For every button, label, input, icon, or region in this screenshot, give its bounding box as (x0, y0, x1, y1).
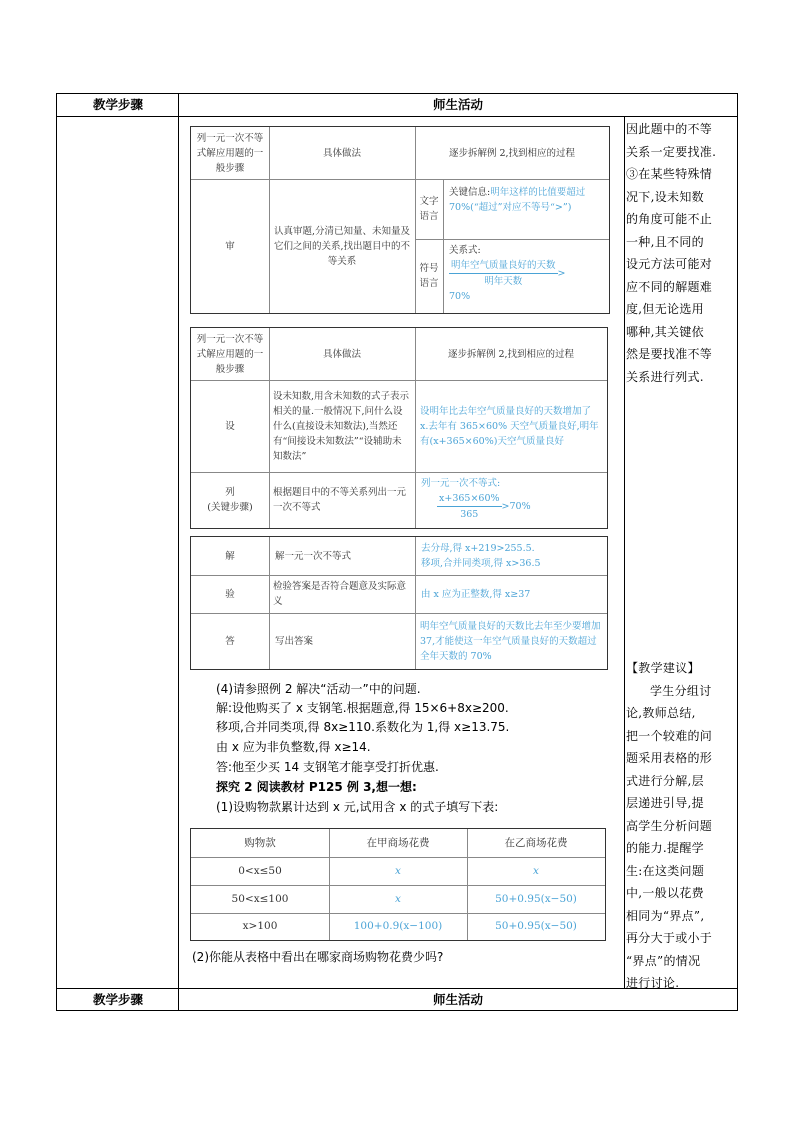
t1-text-language: 文字语言 (419, 196, 439, 222)
price-r3-c3: 50+0.95(x−50) (495, 920, 577, 932)
side-note-1-line: 因此题中的不等 (626, 122, 713, 136)
body-line-3: 移项,合并同类项,得 8x≥110.系数化为 1,得 x≥13.75. (216, 720, 510, 734)
t3-process-check: 由 x 应为正整数,得 x≥37 (421, 588, 531, 600)
price-head-a: 在甲商场花费 (366, 836, 430, 849)
side-note-2-line: 学生分组讨 (650, 683, 712, 698)
side-note-2-line: 进行讨论. (626, 976, 680, 990)
step-table-review (190, 126, 610, 314)
price-r1-c2: x (395, 864, 401, 877)
side-note-1-line: 关系一定要找准. (626, 144, 717, 159)
side-note-2-line: 式进行分解,层 (626, 773, 704, 788)
t2-head-method: 具体做法 (322, 348, 361, 360)
side-note-2-line: 层递进引导,提 (626, 796, 704, 810)
step-table-solve (190, 536, 608, 670)
side-note-1 (626, 118, 738, 388)
t3-step-solve: 解 (225, 550, 235, 562)
side-note-1-line: 况下,设未知数 (626, 189, 704, 204)
t1-relation-label: 关系式: (449, 245, 481, 256)
question-2: (2)你能从表格中看出在哪家商场购物花费少吗? (192, 950, 444, 964)
side-note-2-line: 高学生分析问题 (626, 818, 713, 833)
t3-step-check: 验 (225, 588, 235, 600)
step-table-set-list (190, 327, 608, 529)
side-note-2-line: 题采用表格的形 (626, 751, 713, 765)
price-r3-c1: x>100 (242, 920, 278, 932)
header-step: 教学步骤 (92, 97, 143, 112)
side-note-2-line: 生:在这类问题 (626, 863, 705, 878)
note-divider (624, 117, 625, 988)
price-r2-c1: 50<x≤100 (231, 892, 289, 905)
t1-head-process: 逐步拆解例 2,找到相应的过程 (448, 147, 576, 159)
side-note-1-line: 应不同的解题难 (626, 279, 713, 294)
t2-process-list: 列一元一次不等式: $\frac{x+365\times 60\%}{365}$ >70% (421, 478, 531, 520)
t3-step-answer: 答 (225, 635, 235, 647)
body-line-2: 解:设他购买了 x 支钢笔.根据题意,得 15×6+8x≥200. (216, 701, 509, 715)
side-note-2 (626, 657, 738, 995)
t3-process-solve: 去分母,得 x+219>255.5. 移项,合并同类项,得 x>36.5 (421, 543, 541, 569)
t1-key-info-value: 明年这样的比值要超过 70%(“超过”对应不等号“>”) (449, 187, 586, 213)
side-note-1-line: 一种,且不同的 (626, 234, 704, 249)
side-note-2-line: 中,一般以花费 (626, 886, 704, 900)
t2-method-set: 设未知数,用含未知数的式子表示相关的量.一般情况下,问什么设什么(直接设未知数法),当然还有“间接设未知数法”“设辅助未知数法” (273, 390, 410, 462)
column-divider (178, 94, 179, 1011)
side-note-1-line: 的角度可能不止 (626, 212, 713, 226)
t1-step: 审 (225, 240, 235, 252)
t2-fraction: $\frac{x+365\times 60\%}{365}$ (439, 493, 500, 520)
teaching-advice-title: 【教学建议】 (626, 661, 700, 675)
t3-method-check: 检验答案是否符合题意及实际意义 (273, 581, 407, 607)
price-r1-c3: x (533, 864, 539, 877)
side-note-1-line: 设元方法可能对 (626, 257, 713, 271)
t2-head-process: 逐步拆解例 2,找到相应的过程 (447, 348, 575, 360)
footer-step: 教学步骤 (92, 992, 143, 1007)
body-line-4: 由 x 应为非负整数,得 x≥14. (216, 740, 371, 754)
header-row (57, 94, 737, 117)
price-head-amount: 购物款 (244, 836, 276, 849)
t1-method: 认真审题,分清已知量、未知量及它们之间的关系,找出题目中的不等关系 (273, 225, 411, 267)
explore-heading: 探究 2 阅读教材 P125 例 3,想一想: (216, 780, 417, 794)
side-note-2-line: 再分大于或小于 (626, 931, 713, 945)
price-r2-c2: x (395, 892, 401, 905)
body-line-1: (4)请参照例 2 解决“活动一”中的问题. (216, 682, 421, 696)
side-note-2-line: 论,教师总结, (626, 706, 696, 720)
side-note-2-line: 相同为“界点”, (626, 908, 705, 923)
t1-fraction: $\frac{\text{明年空气质量良好的天数}}{\text{明年天数}}$ (451, 260, 556, 287)
t1-head-step: 列一元一次不等式解应用题的一般步骤 (196, 132, 264, 174)
side-note-2-line: 的能力.提醒学 (626, 841, 704, 855)
t2-process-set: 设明年比去年空气质量良好的天数增加了 x.去年有 365×60% 天空气质量良好,明年有(x+365×60%)天空气质量良好 (420, 405, 599, 447)
side-note-1-line: 度,但无论选用 (626, 302, 704, 316)
t2-method-list: 根据题目中的不等关系列出一元一次不等式 (273, 487, 407, 513)
price-head-b: 在乙商场花费 (504, 836, 568, 849)
body-line-7: (1)设购物款累计达到 x 元,试用含 x 的式子填写下表: (216, 800, 499, 814)
t2-step-set: 设 (225, 420, 235, 432)
price-r1-c1: 0<x≤50 (238, 864, 282, 877)
t3-process-answer: 明年空气质量良好的天数比去年至少要增加 37,才能使这一年空气质量良好的天数超过全年天数的 70% (420, 620, 601, 662)
side-note-1-line: ③在某些特殊情 (626, 167, 713, 181)
t1-relation-value: 70% (449, 291, 471, 302)
side-note-1-line: 关系进行列式. (626, 369, 704, 384)
t3-method-answer: 写出答案 (275, 635, 314, 647)
t1-head-method: 具体做法 (322, 147, 361, 159)
side-note-2-line: “界点”的情况 (626, 953, 701, 968)
price-r2-c3: 50+0.95(x−50) (495, 892, 577, 905)
header-activity: 师生活动 (432, 97, 483, 112)
body-line-5: 答:他至少买 14 支钢笔才能享受打折优惠. (216, 760, 439, 774)
side-note-2-line: 把一个较难的问 (626, 728, 713, 743)
t1-key-info (443, 179, 609, 239)
t1-relation: 关系式: $\frac{\text{明年空气质量良好的天数}}{\text{明年天数}}$ > 70% (443, 239, 609, 313)
footer-activity: 师生活动 (432, 992, 483, 1007)
t1-key-info-label: 关键信息: (449, 187, 491, 198)
price-r3-c2: 100+0.9(x−100) (353, 920, 443, 932)
t2-step-list: 列 (关键步骤) (207, 487, 253, 513)
side-note-1-line: 哪种,其关键依 (626, 324, 704, 339)
t1-symbol-language: 符号语言 (419, 263, 439, 289)
t2-head-step: 列一元一次不等式解应用题的一般步骤 (196, 333, 264, 375)
side-note-1-line: 然是要找准不等 (626, 347, 713, 361)
t3-method-solve: 解一元一次不等式 (275, 550, 352, 562)
price-table (190, 828, 606, 941)
